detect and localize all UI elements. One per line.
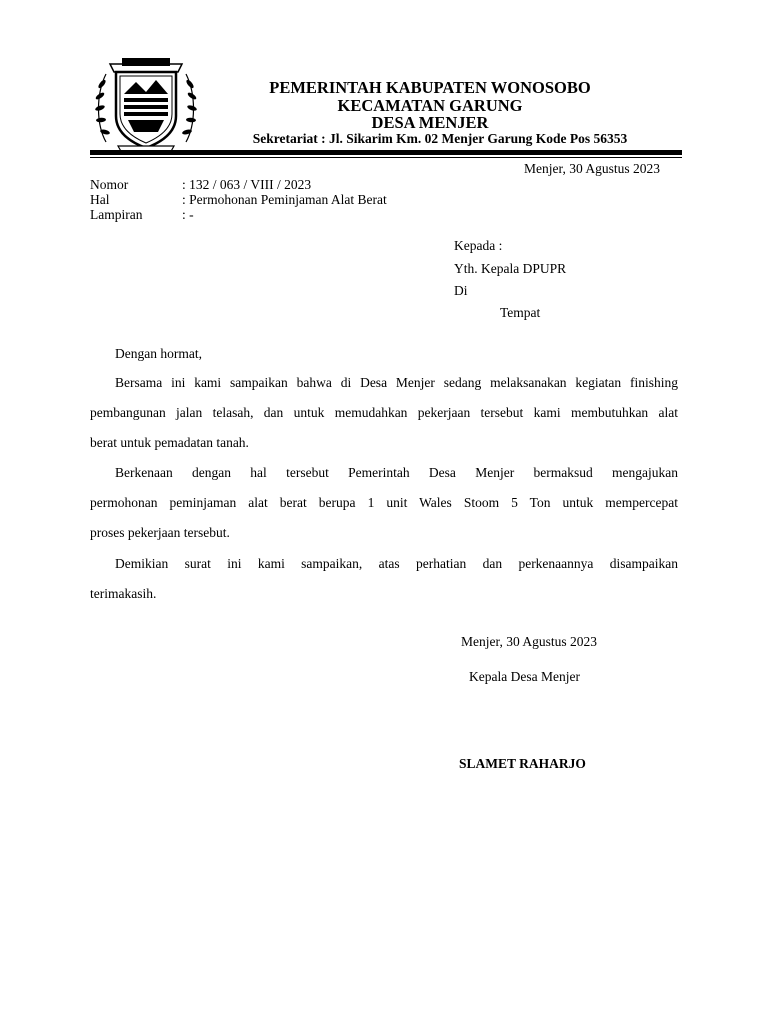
letter-date: Menjer, 30 Agustus 2023 [524,161,660,176]
signature-date: Menjer, 30 Agustus 2023 [461,634,597,649]
letterhead-divider-thick [90,150,682,155]
recipient-yth: Yth. Kepala DPUPR [454,261,567,276]
paragraph-3 [90,549,678,609]
letterhead-address: Sekretariat : Jl. Sikarim Km. 02 Menjer Garung Kode Pos 56353 [252,131,628,146]
paragraph-1 [90,368,678,458]
hal-value: : Permohonan Peminjaman Alat Berat [182,192,387,207]
paragraph-3-line: terimakasih. [90,586,157,601]
recipient-tempat: Tempat [500,305,541,320]
hal-label: Hal [90,192,110,207]
paragraph-2 [90,458,678,548]
recipient-di: Di [454,283,468,298]
letterhead-district: KECAMATAN GARUNG [337,96,523,115]
signature-name: SLAMET RAHARJO [459,756,586,771]
paragraph-2-line: proses pekerjaan tersebut. [90,525,230,540]
letterhead-village: DESA MENJER [371,113,489,132]
signature-position: Kepala Desa Menjer [469,669,580,684]
paragraph-3-line: Demikian surat ini kami sampaikan, atas perhatian dan perkenaannya disampaikan [115,556,678,571]
letterhead-divider-thin [90,157,682,158]
regency-seal-icon [92,54,200,154]
paragraph-2-line: Berkenaan dengan hal tersebut Pemerintah Desa Menjer bermaksud mengajukan [115,465,678,480]
letterhead-regency: PEMERINTAH KABUPATEN WONOSOBO [269,78,591,97]
recipient-kepada: Kepada : [454,238,503,253]
greeting: Dengan hormat, [115,346,202,361]
paragraph-1-line: berat untuk pemadatan tanah. [90,435,249,450]
nomor-label: Nomor [90,177,129,192]
lampiran-value: : - [182,207,194,222]
paragraph-2-line: permohonan peminjaman alat berat berupa 1 unit Wales Stoom 5 Ton untuk mempercepat [90,495,678,510]
nomor-value: : 132 / 063 / VIII / 2023 [182,177,312,192]
paragraph-1-line: Bersama ini kami sampaikan bahwa di Desa Menjer sedang melaksanakan kegiatan finishing [115,375,678,390]
paragraph-1-line: pembangunan jalan telasah, dan untuk memudahkan pekerjaan tersebut kami membutuhkan alat [90,405,678,420]
lampiran-label: Lampiran [90,207,143,222]
